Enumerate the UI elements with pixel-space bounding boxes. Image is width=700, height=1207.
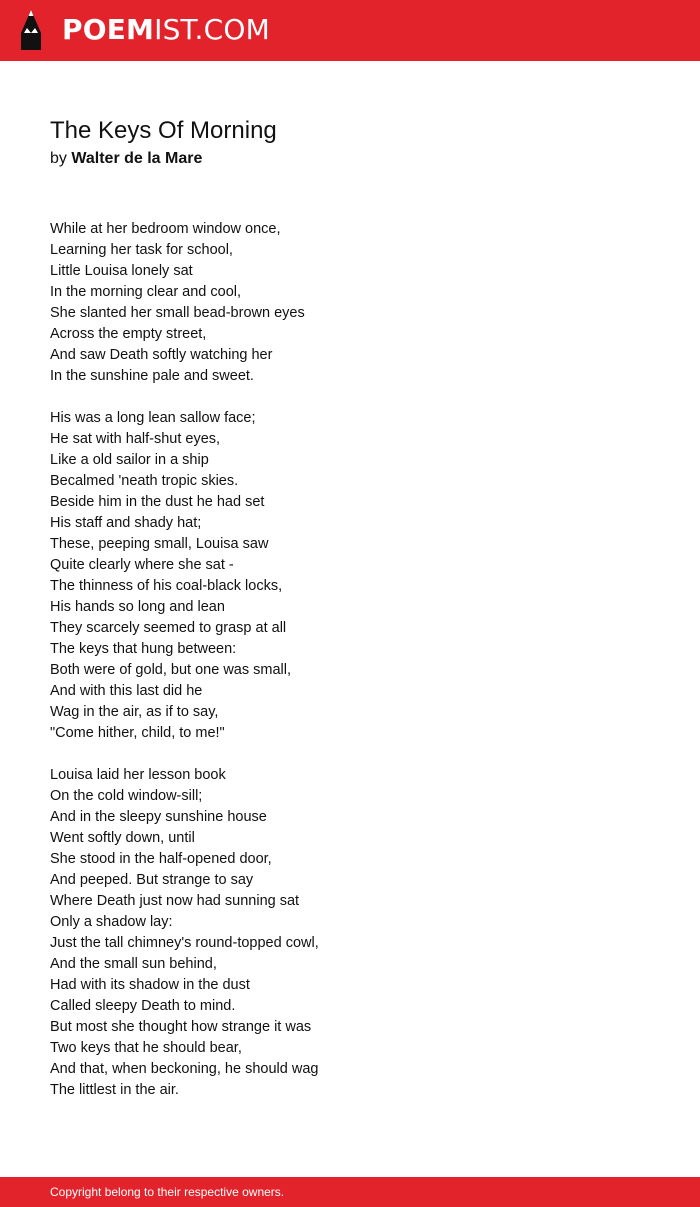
poem-line: Two keys that he should bear, — [50, 1040, 242, 1056]
poem-line: Beside him in the dust he had set — [50, 494, 265, 510]
poem-line: Learning her task for school, — [50, 242, 233, 258]
site-footer — [0, 1177, 700, 1207]
poem-line: The thinness of his coal-black locks, — [50, 578, 283, 594]
poem-line: Quite clearly where she sat - — [50, 557, 234, 573]
poem-line: He sat with half-shut eyes, — [50, 431, 221, 447]
poem-line: His hands so long and lean — [50, 599, 225, 615]
poem-line: Went softly down, until — [50, 830, 195, 846]
poem-body — [50, 219, 319, 1122]
poem-line: They scarcely seemed to grasp at all — [50, 620, 287, 636]
poem-line: Called sleepy Death to mind. — [50, 998, 236, 1014]
by-label: by — [50, 150, 67, 167]
poem-line: And peeped. But strange to say — [50, 872, 254, 888]
poem-line: And the small sun behind, — [50, 956, 217, 972]
stanza — [50, 408, 319, 744]
poem-line: Becalmed 'neath tropic skies. — [50, 473, 239, 489]
poem-line: In the sunshine pale and sweet. — [50, 368, 254, 384]
stanza — [50, 765, 319, 1101]
poem-line: The keys that hung between: — [50, 641, 237, 657]
poem-line: These, peeping small, Louisa saw — [50, 536, 269, 552]
poem-line: Just the tall chimney's round-topped cowl, — [50, 935, 319, 951]
poem-line: And in the sleepy sunshine house — [50, 809, 267, 825]
pencil-tip-icon[interactable] — [17, 9, 45, 51]
poem-line: She stood in the half-opened door, — [50, 851, 272, 867]
poem-line: But most she thought how strange it was — [50, 1019, 312, 1035]
poem-line: Across the empty street, — [50, 326, 207, 342]
poem-line: His staff and shady hat; — [50, 515, 202, 531]
poem-line: She slanted her small bead-brown eyes — [50, 305, 305, 321]
poem-line: And saw Death softly watching her — [50, 347, 273, 363]
poem-line: Only a shadow lay: — [50, 914, 173, 930]
poem-line: Where Death just now had sunning sat — [50, 893, 300, 909]
poem-line: His was a long lean sallow face; — [50, 410, 256, 426]
site-header — [0, 0, 700, 61]
stanza — [50, 219, 319, 387]
site-logo[interactable] — [62, 12, 270, 48]
poem-line: Wag in the air, as if to say, — [50, 704, 219, 720]
poem-line: On the cold window-sill; — [50, 788, 203, 804]
author-name: Walter de la Mare — [71, 150, 203, 167]
poem-line: Both were of gold, but one was small, — [50, 662, 291, 678]
poem-line: While at her bedroom window once, — [50, 221, 281, 237]
poem-line: In the morning clear and cool, — [50, 284, 242, 300]
poem-title: The Keys Of Morning — [50, 117, 277, 144]
poem-line: Like a old sailor in a ship — [50, 452, 209, 468]
copyright-text: Copyright belong to their respective owners. — [50, 1185, 285, 1199]
poem-line: The littlest in the air. — [50, 1082, 179, 1098]
poem-line: Had with its shadow in the dust — [50, 977, 250, 993]
byline — [50, 148, 202, 170]
poem-line: Louisa laid her lesson book — [50, 767, 226, 783]
poem-line: And that, when beckoning, he should wag — [50, 1061, 319, 1077]
poem-line: Little Louisa lonely sat — [50, 263, 193, 279]
logo-bold-text: POEM — [62, 13, 155, 46]
logo-light-text: IST.COM — [154, 13, 270, 46]
poem-line: And with this last did he — [50, 683, 203, 699]
poem-line: "Come hither, child, to me!" — [50, 725, 225, 741]
